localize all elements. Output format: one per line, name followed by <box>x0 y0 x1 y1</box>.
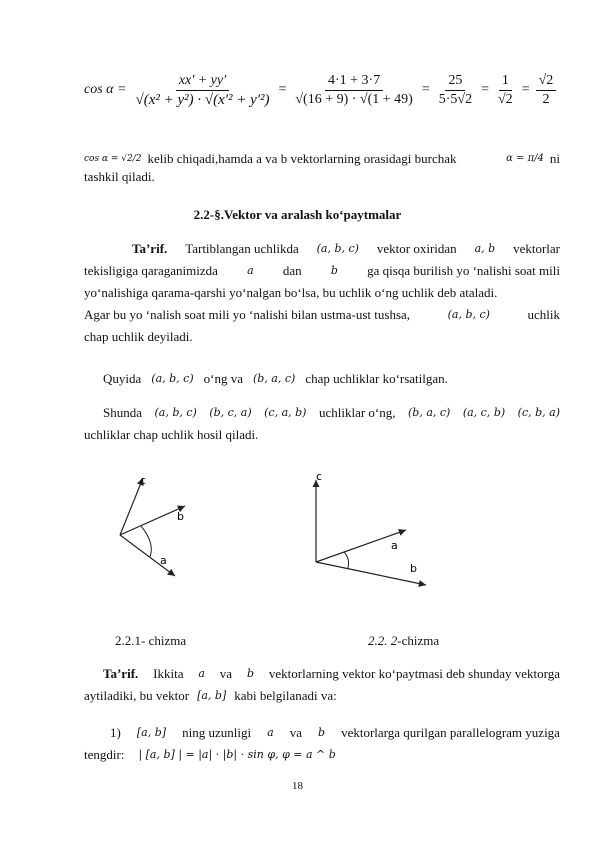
fraction-5: $\frac{√2}{2}$ <box>536 72 557 109</box>
angle-arc <box>344 552 349 568</box>
fraction-3: $\frac{25}{5\cdot 5√2}$ <box>438 72 473 107</box>
label-c: c <box>316 470 323 483</box>
cosine-formula: cos α = $\frac{xx' + yy'}{\text{√(x² + y²) · √(x'² + y'²)}}$ = $\frac{4\cdot 1 + 3\cdot 7}{√(16 + 9) \cdot √(1 + 49)}$ = $\frac{25}{5\cdot 5√2}$ = $\frac{1}{√2}$ = $\frac{√2}{2}$ <box>84 60 564 120</box>
page-number: 18 <box>292 780 303 792</box>
quyida-line: Quyida (a, b, c) o‘ng va (b, a, c) chap uchliklar ko‘rsatilgan. <box>103 371 448 386</box>
label-a: a <box>391 539 398 552</box>
item-1: 1) [a, b] ning uzunligi a va b vektorlarga qurilgan parallelogram yuziga tengdir: | [a, b] | = |a| · |b| · sin φ, φ = a ^ b <box>84 722 560 766</box>
fraction-1: $\frac{xx' + yy'}{\text{√(x² + y²) · √(x'² + y'²)}}$ <box>135 72 270 108</box>
figure2-caption: 2.2. 2-chizma <box>368 633 440 648</box>
alpha-formula: α = π/4 <box>506 153 544 164</box>
definition-right-triple: Ta’rif. Tartiblangan uchlikda (a, b, c) vektor oxiridan a, b vektorlar tekisligiga qaraganimizda a dan b ga qisqa burilish yo ‘nalishi soat mili yo‘nalishiga qarama-qarshi yo‘nalgan bo‘lsa, bu uchlik o‘ng uchlik deb ataladi. Agar bu yo ‘nalish soat mili yo ‘nalishi bilan ustma-ust tushsa, (a, b, c) uchlik chap uchlik deyiladi. <box>84 241 560 344</box>
label-b: b <box>410 562 417 575</box>
figure-left-triple <box>300 460 440 590</box>
section-heading: 2.2-§.Vektor va aralash ko‘paytmalar <box>193 207 402 222</box>
figure-right-triple <box>100 460 220 590</box>
label-b: b <box>177 510 184 523</box>
vector-product-length-formula: | [a, b] | = |a| · |b| · sin φ, φ = a ^ b <box>138 748 336 761</box>
definition-vector-product: Ta’rif. Ikkita a va b vektorlarning vektor ko‘paytmasi deb shunday vektorga aytiladiki, bu vektor [a, b] kabi belgilanadi va: <box>84 666 560 703</box>
figure1-caption: 2.2.1- chizma <box>115 633 187 648</box>
cos-small-formula: cos α = √2/2 <box>84 154 142 164</box>
cosine-lhs: cos α = <box>84 82 127 97</box>
paragraph-cos-result: cos α = √2/2 kelib chiqadi,hamda a va b vektorlarning orasidagi burchak α = π/4 ni tashkil qiladi. <box>84 151 560 184</box>
label-a: a <box>160 554 167 567</box>
vector-a <box>120 535 175 576</box>
fraction-2: $\frac{4\cdot 1 + 3\cdot 7}{√(16 + 9) \cdot √(1 + 49)}$ <box>295 72 413 107</box>
shunda-paragraph: Shunda (a, b, c) (b, c, a) (c, a, b) uchliklar o‘ng, (b, a, c) (a, c, b) (c, b, a) uchliklar chap uchlik hosil qiladi. <box>84 405 560 442</box>
fraction-4: $\frac{1}{√2}$ <box>498 72 513 107</box>
label-c: c <box>140 474 147 487</box>
